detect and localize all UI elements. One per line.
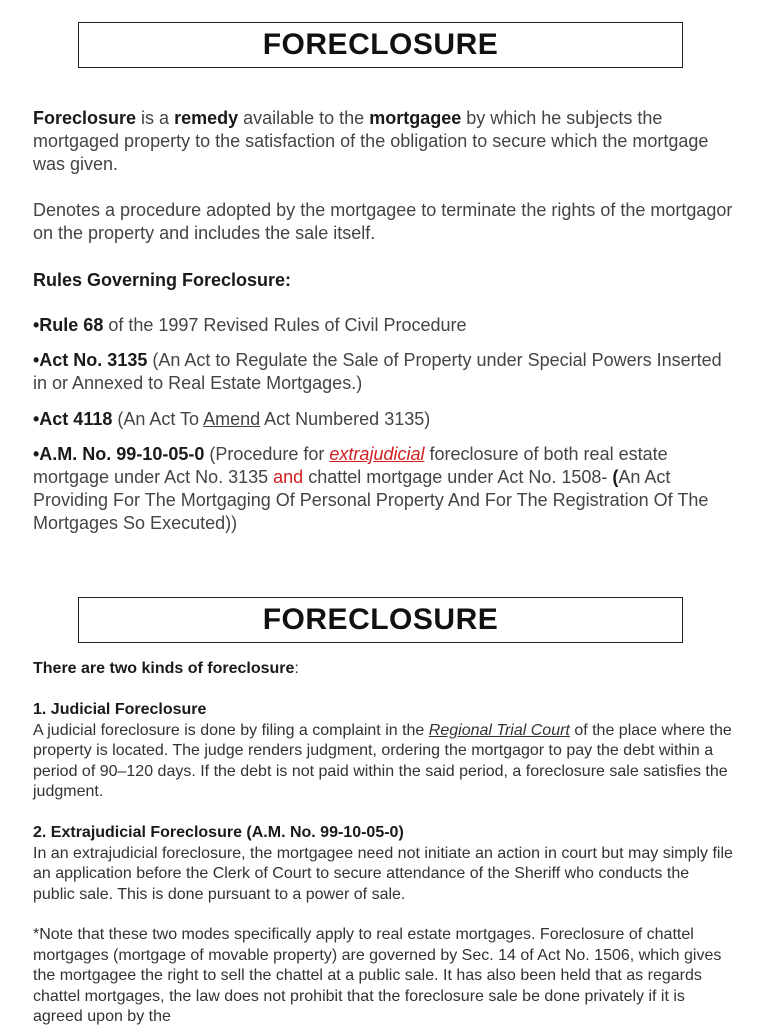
slide-1-title-box [78,22,683,68]
act-3135-item: •Act No. 3135 (An Act to Regulate the Sale of Property under Special Powers Inserted in or Annexed to Real Estate Mortgages.) [33,350,722,393]
slide-2-title: FORECLOSURE [262,603,499,636]
slide-2-title-box [78,597,683,643]
rules-heading: Rules Governing Foreclosure: [33,270,292,290]
regional-trial-court-link[interactable]: Regional Trial Court [428,721,570,739]
kinds-intro: There are two kinds of foreclosure: [33,660,299,677]
act-4118-item: •Act 4118 (An Act To Amend Act Numbered 3135) [33,409,431,429]
rule-68-item: •Rule 68 of the 1997 Revised Rules of Civil Procedure [33,315,467,335]
slide-1-title: FORECLOSURE [262,28,499,61]
extrajudicial-foreclosure-section: 2. Extrajudicial Foreclosure (A.M. No. 99-10-05-0) In an extrajudicial foreclosure, the mortgagee need not initiate an action in court but may simply file an application before the Clerk of Court to secure attendance of the Sheriff who conducts the public sale. This is done pursuant to a power of sale. [33,824,733,903]
am-99-10-05-0-item: •A.M. No. 99-10-05-0 (Procedure for extrajudicial foreclosure of both real estate mortgage under Act No. 3135 and chattel mortgage under Act No. 1508- (An Act Providing For The Mortgaging Of Personal Property And For The Registration Of The Mortgages So Executed)) [33,444,709,533]
note-paragraph: *Note that these two modes specifically apply to real estate mortgages. Foreclosure of chattel mortgages (mortgage of movable property) are governed by Sec. 14 of Act No. 1506, which gives the mortgagee the right to sell the chattel at a public sale. It has also been held that as regards chattel mortgages, the law does not prohibit that the foreclosure sale be done privately if it is agreed upon by the [33,926,722,1025]
definition-paragraph: Foreclosure is a remedy available to the mortgagee by which he subjects the mortgaged property to the satisfaction of the obligation to secure which the mortgage was given. [33,108,709,174]
denotes-paragraph: Denotes a procedure adopted by the mortgagee to terminate the rights of the mortgagor on the property and includes the sale itself. [33,200,733,243]
judicial-foreclosure-section: 1. Judicial Foreclosure A judicial foreclosure is done by filing a complaint in the Regional Trial Court of the place where the property is located. The judge renders judgment, ordering the mortgagor to pay the debt within a period of 90–120 days. If the debt is not paid within the said period, a foreclosure sale satisfies the judgment. [33,701,732,800]
extrajudicial-link[interactable]: extrajudicial [329,444,425,464]
